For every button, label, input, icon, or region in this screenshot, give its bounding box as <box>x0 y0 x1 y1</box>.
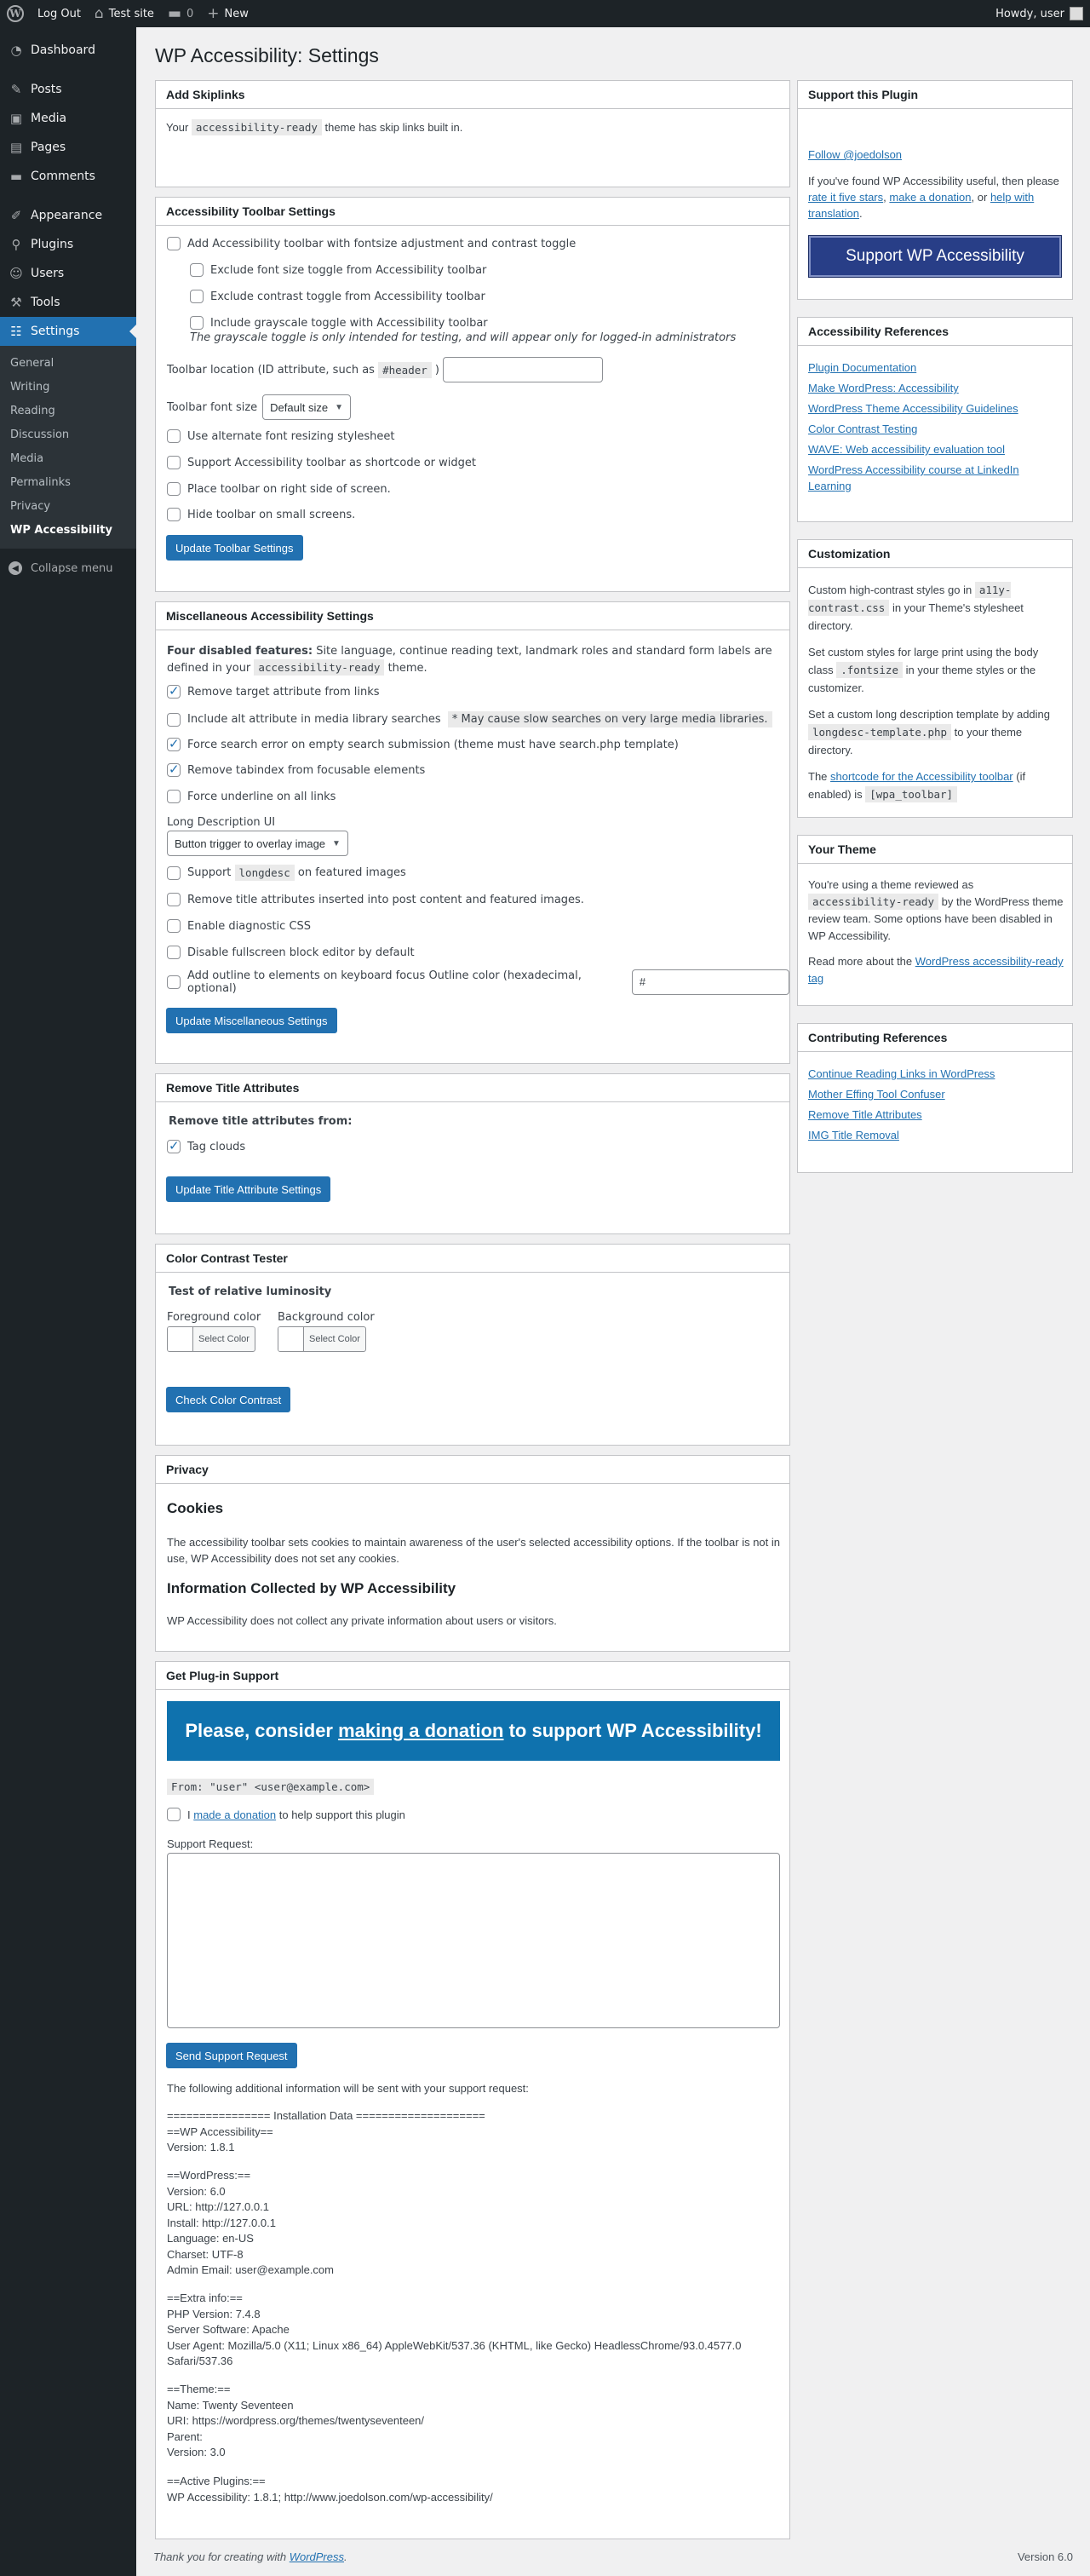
comments-icon: ▬ <box>9 169 23 184</box>
donated-tail: to help support this plugin <box>278 1808 405 1821</box>
footer-version: Version 6.0 <box>1017 2550 1073 2563</box>
settings-submenu <box>0 346 136 549</box>
wordpress-logo-icon: W <box>7 5 24 22</box>
sidebar-item-label: Dashboard <box>31 43 95 57</box>
include-grayscale-option[interactable] <box>190 316 488 330</box>
donation-banner <box>167 1701 780 1761</box>
sidebar-item-label: Settings <box>31 325 80 338</box>
sidebar-item-label: Media <box>31 112 67 125</box>
diagnostic-checkbox[interactable] <box>167 919 181 933</box>
extra-info-data <box>167 2291 780 2370</box>
info-line: Name: Twenty Seventeen <box>167 2398 294 2412</box>
new-label: New <box>224 7 249 20</box>
alt-stylesheet-option[interactable] <box>167 429 394 443</box>
contributing-references-panel <box>797 1023 1073 1173</box>
tools-icon: ⚒ <box>10 295 22 310</box>
your-theme-paragraph <box>808 877 1064 945</box>
diagnostic-label: Enable diagnostic CSS <box>187 919 312 933</box>
info-line: Language: en-US <box>167 2232 254 2245</box>
cookies-text: The accessibility toolbar sets cookies to maintain awareness of the user's selected accessibility options. If the toolbar is not in use, WP Accessibility does not set any cookies. <box>167 1536 781 1565</box>
force-search-label: Force search error on empty search submission (theme must have search.php template) <box>187 738 679 751</box>
shortcode-doc-link[interactable]: shortcode for the Accessibility toolbar <box>830 770 1013 783</box>
remove-title-checkbox[interactable] <box>167 893 181 906</box>
submenu-writing[interactable]: Writing <box>10 380 50 394</box>
remove-target-checkbox[interactable] <box>167 685 181 699</box>
color-contrast-panel <box>155 1244 790 1446</box>
info-line: ================ Installation Data ==================== <box>167 2109 485 2122</box>
include-alt-option[interactable] <box>167 711 772 727</box>
foreground-color-picker[interactable] <box>167 1326 255 1352</box>
long-desc-select[interactable] <box>167 831 348 856</box>
customization-paragraph <box>808 768 1064 803</box>
hide-small-option[interactable] <box>167 508 355 521</box>
theme-text: by the WordPress theme review team. Some options have been disabled in WP Accessibility. <box>808 895 1064 942</box>
skiplinks-panel <box>155 80 790 187</box>
remove-tabindex-label: Remove tabindex from focusable elements <box>187 763 426 777</box>
sidebar-item-users[interactable] <box>0 259 136 288</box>
comment-bubble-icon: ▬ <box>167 4 181 22</box>
info-line: Server Software: Apache <box>167 2323 290 2336</box>
remove-tabindex-checkbox[interactable] <box>167 763 181 777</box>
toolbar-settings-panel <box>155 197 790 592</box>
exclude-contrast-option[interactable] <box>190 290 485 303</box>
custom-text: to your theme directory. <box>808 726 1023 756</box>
support-from: From: "user" <user@example.com> <box>167 1779 374 1795</box>
add-toolbar-option[interactable] <box>167 237 576 250</box>
media-icon: ▣ <box>9 111 23 126</box>
submenu-discussion[interactable]: Discussion <box>10 428 70 441</box>
remove-target-label: Remove target attribute from links <box>187 685 380 699</box>
sidebar-item-settings[interactable] <box>0 317 136 346</box>
toolbar-font-size-value: Default size <box>270 400 329 414</box>
include-alt-label: Include alt attribute in media library searches <box>187 713 441 726</box>
remove-tabindex-option[interactable] <box>167 763 425 777</box>
hide-small-label: Hide toolbar on small screens. <box>187 508 356 521</box>
support-panel <box>155 1661 790 2539</box>
customization-paragraph <box>808 705 1064 759</box>
sidebar-item-pages[interactable] <box>0 133 136 162</box>
donate-link[interactable]: make a donation <box>889 191 972 204</box>
customization-paragraph <box>808 643 1064 697</box>
foreground-swatch <box>168 1327 193 1351</box>
references-list <box>808 359 1064 494</box>
admin-sidebar <box>0 27 136 2576</box>
sidebar-item-label: Tools <box>31 296 60 309</box>
contributing-link[interactable]: Continue Reading Links in WordPress <box>808 1067 995 1080</box>
plugins-icon: ⚲ <box>11 237 21 252</box>
info-line: Safari/537.36 <box>167 2355 233 2367</box>
info-line: ==Extra info:== <box>167 2291 243 2304</box>
force-search-checkbox[interactable] <box>167 738 181 751</box>
support-longdesc-tail: on featured images <box>297 866 406 879</box>
support-longdesc-option[interactable] <box>167 865 406 881</box>
custom-code: .fontsize <box>836 662 903 678</box>
remove-target-option[interactable] <box>167 685 380 699</box>
custom-text: (if enabled) is <box>808 770 1026 801</box>
info-line: URI: https://wordpress.org/themes/twentyseventeen/ <box>167 2414 425 2427</box>
toolbar-location-code: #header <box>378 362 432 378</box>
text-separator: . <box>858 207 863 220</box>
collapse-label: Collapse menu <box>31 561 113 575</box>
background-color-label: Background color <box>278 1311 375 1324</box>
cookies-heading: Cookies <box>167 1500 224 1516</box>
new-content-link[interactable] <box>200 0 255 27</box>
footer-thanks-end: . <box>344 2550 347 2563</box>
update-toolbar-button[interactable]: Update Toolbar Settings <box>166 535 303 561</box>
support-wp-accessibility-button[interactable]: Support WP Accessibility <box>808 235 1062 278</box>
comments-count: 0 <box>186 7 194 20</box>
sidebar-item-plugins[interactable] <box>0 230 136 259</box>
howdy-label: Howdy, user <box>995 7 1064 20</box>
accessibility-references-heading: Accessibility References <box>798 318 1072 346</box>
toolbar-font-size-select[interactable] <box>262 394 351 420</box>
info-line: ==WordPress:== <box>167 2169 251 2182</box>
theme-text: You're using a theme reviewed as <box>808 878 974 891</box>
site-name-link[interactable] <box>88 0 161 27</box>
sidebar-item-label: Posts <box>31 83 62 96</box>
toolbar-location-label: Toolbar location (ID attribute, such as <box>167 363 375 377</box>
support-heading: Get Plug-in Support <box>156 1662 789 1690</box>
alt-stylesheet-label: Use alternate font resizing stylesheet <box>187 429 395 443</box>
dashboard-icon: ◔ <box>10 43 22 58</box>
sidebar-item-label: Plugins <box>31 238 74 251</box>
donated-label: I <box>187 1808 191 1821</box>
title-attributes-heading: Remove Title Attributes <box>156 1074 789 1102</box>
chevron-down-icon: ▼ <box>335 402 343 412</box>
exclude-font-label: Exclude font size toggle from Accessibility toolbar <box>210 263 487 277</box>
custom-code: longdesc-template.php <box>808 724 951 740</box>
banner-donation-link[interactable]: making a donation <box>338 1720 504 1741</box>
submenu-general[interactable]: General <box>10 356 54 370</box>
diagnostic-option[interactable] <box>167 919 311 933</box>
include-alt-checkbox[interactable] <box>167 713 181 727</box>
support-plugin-text <box>808 173 1064 221</box>
submenu-wp-accessibility[interactable]: WP Accessibility <box>10 523 112 537</box>
contributing-list <box>808 1066 1064 1143</box>
custom-text: in your theme styles or the customizer. <box>808 664 1036 694</box>
info-line: WP Accessibility: 1.8.1; http://www.joedolson.com/wp-accessibility/ <box>167 2490 493 2504</box>
info-line: ==WP Accessibility== <box>167 2125 273 2138</box>
force-underline-checkbox[interactable] <box>167 790 181 803</box>
skiplinks-text: Your <box>166 121 189 134</box>
custom-text: The <box>808 770 828 783</box>
exclude-contrast-checkbox[interactable] <box>190 290 204 303</box>
appearance-icon: ✐ <box>10 208 22 223</box>
custom-text: Set a custom long description template by adding <box>808 708 1051 721</box>
info-line: Install: http://127.0.0.1 <box>167 2216 276 2229</box>
disable-fullscreen-option[interactable] <box>167 946 415 959</box>
right-side-checkbox[interactable] <box>167 482 181 496</box>
sidebar-item-label: Pages <box>31 141 66 154</box>
admin-footer <box>153 2550 1073 2563</box>
settings-icon: ☷ <box>10 324 22 339</box>
submenu-permalinks[interactable]: Permalinks <box>10 475 71 489</box>
donated-link[interactable]: made a donation <box>193 1808 277 1821</box>
outline-color-input[interactable]: # <box>632 969 789 995</box>
sidebar-item-label: Appearance <box>31 209 103 222</box>
customization-panel <box>797 539 1073 818</box>
sidebar-item-label: Comments <box>31 170 95 183</box>
include-alt-note: * May cause slow searches on very large media libraries. <box>448 711 772 727</box>
info-line: ==Active Plugins:== <box>167 2475 266 2487</box>
sidebar-item-dashboard[interactable] <box>0 36 136 65</box>
custom-text: Set custom styles for large print using the body class <box>808 646 1039 676</box>
toolbar-font-size-label: Toolbar font size <box>167 400 258 414</box>
toolbar-location-row <box>167 357 603 382</box>
check-contrast-button[interactable]: Check Color Contrast <box>166 1387 290 1412</box>
sidebar-item-tools[interactable] <box>0 288 136 317</box>
disabled-features-text: Site language, continue reading text, landmark roles and standard form labels are defined in your <box>167 645 772 675</box>
customization-heading: Customization <box>798 540 1072 568</box>
exclude-font-checkbox[interactable] <box>190 263 204 277</box>
update-title-attributes-button[interactable]: Update Title Attribute Settings <box>166 1176 330 1202</box>
shortcode-option[interactable] <box>167 456 476 469</box>
custom-text: Custom high-contrast styles go in <box>808 584 972 596</box>
skiplinks-heading: Add Skiplinks <box>156 81 789 109</box>
title-attributes-panel <box>155 1073 790 1234</box>
reference-link[interactable]: Plugin Documentation <box>808 361 917 374</box>
info-line: User Agent: Mozilla/5.0 (X11; Linux x86_64) AppleWebKit/537.36 (KHTML, like Gecko) HeadlessChrome/93.0.4577.0 <box>167 2338 742 2352</box>
update-misc-button[interactable]: Update Miscellaneous Settings <box>166 1008 337 1033</box>
contributing-link[interactable]: Mother Effing Tool Confuser <box>808 1088 945 1101</box>
comments-link[interactable] <box>161 0 200 27</box>
add-toolbar-checkbox[interactable] <box>167 237 181 250</box>
reference-link[interactable]: Color Contrast Testing <box>808 423 918 435</box>
submenu-reading[interactable]: Reading <box>10 404 55 417</box>
support-plugin-panel <box>797 80 1073 300</box>
sidebar-item-appearance[interactable] <box>0 201 136 230</box>
admin-bar <box>0 0 1090 27</box>
site-name-label: Test site <box>108 7 154 20</box>
your-theme-panel <box>797 835 1073 1006</box>
long-desc-value: Button trigger to overlay image <box>175 837 326 850</box>
log-out-link[interactable] <box>31 0 88 27</box>
wordpress-link[interactable]: WordPress <box>289 2550 344 2563</box>
theme-text: Read more about the <box>808 955 913 968</box>
toolbar-settings-heading: Accessibility Toolbar Settings <box>156 198 789 226</box>
reference-link[interactable]: WordPress Accessibility course at LinkedIn Learning <box>808 463 1019 492</box>
customization-text <box>808 581 1064 803</box>
sidebar-item-label: Users <box>31 267 65 280</box>
banner-text-tail: to support WP Accessibility! <box>508 1720 762 1741</box>
tag-clouds-checkbox[interactable] <box>167 1140 181 1153</box>
reference-link[interactable]: Make WordPress: Accessibility <box>808 382 959 394</box>
tag-clouds-option[interactable] <box>167 1140 245 1153</box>
privacy-heading: Privacy <box>156 1456 789 1484</box>
my-account-menu[interactable] <box>995 7 1090 20</box>
long-desc-label: Long Description UI <box>167 816 276 829</box>
add-toolbar-label: Add Accessibility toolbar with fontsize adjustment and contrast toggle <box>187 237 577 250</box>
avatar <box>1070 7 1083 20</box>
theme-code: accessibility-ready <box>192 119 322 135</box>
submenu-media[interactable]: Media <box>10 451 44 465</box>
reference-link[interactable]: WordPress Theme Accessibility Guidelines <box>808 402 1018 415</box>
text-separator: , or <box>971 191 988 204</box>
disabled-features-note <box>167 643 780 676</box>
plus-icon: + <box>207 4 220 22</box>
donated-option <box>167 1808 405 1821</box>
support-request-label: Support Request: <box>167 1837 254 1850</box>
disabled-theme-code: accessibility-ready <box>254 659 384 676</box>
right-side-option[interactable] <box>167 482 391 496</box>
sidebar-item-posts[interactable] <box>0 75 136 104</box>
additional-info-text: The following additional information will be sent with your support request: <box>167 2082 529 2095</box>
info-line: Version: 3.0 <box>167 2446 226 2458</box>
sidebar-item-media[interactable] <box>0 104 136 133</box>
wp-logo-menu[interactable] <box>0 0 31 27</box>
contributing-references-heading: Contributing References <box>798 1024 1072 1052</box>
pages-icon: ▤ <box>9 140 23 155</box>
reference-link[interactable]: WAVE: Web accessibility evaluation tool <box>808 443 1005 456</box>
support-plugin-heading: Support this Plugin <box>798 81 1072 109</box>
toolbar-location-close: ) <box>434 363 439 377</box>
foreground-color-label: Foreground color <box>167 1311 261 1324</box>
info-line: URL: http://127.0.0.1 <box>167 2200 269 2213</box>
custom-text: in your Theme's stylesheet directory. <box>808 601 1024 632</box>
your-theme-paragraph <box>808 953 1064 987</box>
shortcode-label: Support Accessibility toolbar as shortcode or widget <box>187 456 476 469</box>
force-underline-label: Force underline on all links <box>187 790 336 803</box>
wordpress-data <box>167 2168 334 2279</box>
title-attributes-subheading: Remove title attributes from: <box>169 1115 353 1128</box>
send-support-button[interactable]: Send Support Request <box>166 2043 297 2068</box>
sidebar-item-comments[interactable] <box>0 162 136 191</box>
contributing-link[interactable]: IMG Title Removal <box>808 1129 899 1141</box>
your-theme-text <box>808 877 1064 987</box>
installation-data <box>167 2108 485 2156</box>
skiplinks-text-tail: theme has skip links built in. <box>324 121 463 134</box>
include-grayscale-checkbox[interactable] <box>190 316 204 330</box>
force-underline-option[interactable] <box>167 790 336 803</box>
exclude-font-option[interactable] <box>190 263 486 277</box>
users-icon: ☺ <box>9 266 23 281</box>
log-out-label: Log Out <box>37 7 81 20</box>
outline-checkbox[interactable] <box>167 975 181 989</box>
donated-checkbox[interactable] <box>167 1808 181 1821</box>
background-color-picker[interactable] <box>278 1326 366 1352</box>
background-swatch <box>278 1327 304 1351</box>
custom-code: a11y-contrast.css <box>808 584 1012 614</box>
outline-label: Add outline to elements on keyboard focus Outline color (hexadecimal, optional) <box>187 969 582 995</box>
right-side-label: Place toolbar on right side of screen. <box>187 482 391 496</box>
page-title: WP Accessibility: Settings <box>155 44 379 66</box>
privacy-panel <box>155 1455 790 1652</box>
translation-link[interactable]: help with translation <box>808 191 1035 220</box>
disabled-features-label: Four disabled features: <box>167 645 313 658</box>
background-select-color-label: Select Color <box>309 1334 360 1344</box>
tag-clouds-label: Tag clouds <box>187 1140 246 1153</box>
force-search-option[interactable] <box>167 738 679 751</box>
toolbar-location-input[interactable] <box>443 357 603 382</box>
toolbar-font-size-row <box>167 394 351 420</box>
outline-option <box>167 969 789 995</box>
collapse-menu-button[interactable] <box>0 554 136 583</box>
footer-thanks: Thank you for creating with <box>153 2550 287 2563</box>
include-grayscale-label: Include grayscale toggle with Accessibility toolbar <box>210 316 488 330</box>
hide-small-checkbox[interactable] <box>167 508 181 521</box>
theme-data <box>167 2382 424 2461</box>
info-line: Admin Email: user@example.com <box>167 2263 334 2276</box>
color-contrast-heading: Color Contrast Tester <box>156 1245 789 1273</box>
info-collected-text: WP Accessibility does not collect any private information about users or visitors. <box>167 1614 557 1627</box>
chevron-down-icon: ▼ <box>332 838 341 848</box>
support-longdesc-label: Support <box>187 866 232 879</box>
custom-code: [wpa_toolbar] <box>865 786 957 802</box>
posts-icon: ✎ <box>10 82 22 97</box>
alt-stylesheet-checkbox[interactable] <box>167 429 181 443</box>
info-line: Parent: <box>167 2429 203 2443</box>
shortcode-checkbox[interactable] <box>167 456 181 469</box>
banner-text: Please, consider <box>185 1720 333 1741</box>
remove-title-option[interactable] <box>167 893 584 906</box>
disabled-features-tail: theme. <box>387 662 427 675</box>
misc-settings-heading: Miscellaneous Accessibility Settings <box>156 602 789 630</box>
longdesc-code: longdesc <box>235 865 295 881</box>
theme-code: accessibility-ready <box>808 894 938 910</box>
exclude-contrast-label: Exclude contrast toggle from Accessibility toolbar <box>210 290 485 303</box>
home-icon: ⌂ <box>94 4 104 22</box>
contrast-subheading: Test of relative luminosity <box>169 1285 332 1298</box>
submenu-privacy[interactable]: Privacy <box>10 499 51 513</box>
info-line: Version: 6.0 <box>167 2184 226 2198</box>
grayscale-note: The grayscale toggle is only intended for testing, and will appear only for logged-in administrators <box>190 331 737 344</box>
follow-link[interactable]: Follow @joedolson <box>808 148 903 161</box>
info-line: PHP Version: 7.4.8 <box>167 2307 261 2320</box>
active-plugins-data <box>167 2474 493 2505</box>
info-line: Version: 1.8.1 <box>167 2141 235 2153</box>
customization-paragraph <box>808 581 1064 635</box>
info-line: Charset: UTF-8 <box>167 2247 244 2261</box>
support-request-textarea[interactable] <box>167 1853 780 2028</box>
disable-fullscreen-label: Disable fullscreen block editor by default <box>187 946 415 959</box>
info-line: ==Theme:== <box>167 2383 231 2395</box>
your-theme-heading: Your Theme <box>798 836 1072 864</box>
accessibility-ready-tag-link[interactable]: WordPress accessibility-ready tag <box>808 955 1064 985</box>
support-longdesc-checkbox[interactable] <box>167 866 181 880</box>
collapse-arrow-icon: ◀ <box>9 561 22 575</box>
misc-settings-panel <box>155 601 790 1064</box>
text-separator: , <box>883 191 886 204</box>
remove-title-label: Remove title attributes inserted into post content and featured images. <box>187 893 584 906</box>
accessibility-references-panel <box>797 317 1073 522</box>
foreground-select-color-label: Select Color <box>198 1334 250 1344</box>
disable-fullscreen-checkbox[interactable] <box>167 946 181 959</box>
rate-link[interactable]: rate it five stars <box>808 191 884 204</box>
support-plugin-text-start: If you've found WP Accessibility useful, then please <box>808 175 1059 187</box>
contributing-link[interactable]: Remove Title Attributes <box>808 1108 922 1121</box>
info-collected-heading: Information Collected by WP Accessibility <box>167 1580 456 1596</box>
